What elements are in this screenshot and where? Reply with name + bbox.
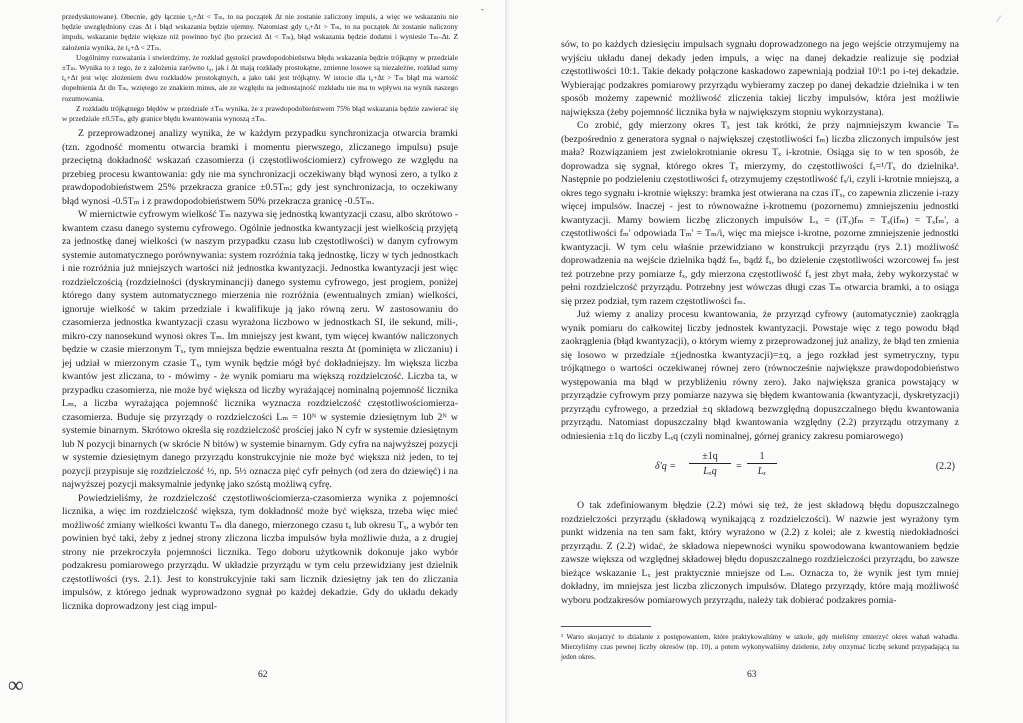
right-body-paragraph-2: Co zrobić, gdy mierzony okres Tₓ jest tak krótki, że przy najmniejszym kwancie Tₘ (bezpośrednio z generatora sygnał o największej częstotliwości fₘ) liczba zliczonych impulsów jest mała? Rozwiązaniem jest zwielokrotnianie okresu Tₓ i-krotnie. Osiąga się to w ten sposób, że doprowadza się sygnał, którego okres Tₓ mierzymy, do częstotliwości fₓ=¹/Tₓ do dzielnika¹. Następnie po podzieleniu częstotliwości fₓ otrzymujemy częstotliwość fₓ/i, czyli i-krotnie mniejszą, a okres tego sygnału i-krotnie większy: bramka jest otwierana na czas iTₓ, co zapewnia zliczenie i-razy więcej impulsów. Inaczej - jest to równoważne i-krotnemu (pozornemu) zmniejszeniu jednostki kwantyzacji. Mamy bowiem liczbę zliczonych impulsów Lₓ = (iTₓ)fₘ = Tₓ(ifₘ) = Tₓfₘ', a częstotliwości fₘ' odpowiada Tₘ' = Tₘ/i, więc ma miejsce i-krotne, pozorne zmniejszenie jednostki kwantyzacji. W tym celu właśnie przewidziano w konstrukcji przyrządu (rys 2.1) możliwość doprowadzenia na wejście dzielnika bądź fₘ, bądź fₓ, bo dzielenie częstotliwości wzorcowej fₘ jest też potrzebne przy pomiarze fₓ, gdy mierzona częstotliwość fₓ jest zbyt mała, żeby wykorzystać w pełni rozdzielczość przyrządu. Potrzebny jest wówczas długi czas Tₘ otwarcia bramki, a to osiąga się przez podział, tym razem częstotliwości fₘ.	[561, 120, 959, 307]
right-body-paragraph-3: Już wiemy z analizy procesu kwantowania, że przyrząd cyfrowy (automatycznie) zaokrągla wynik pomiaru do całkowitej liczby jednostek kwantyzacji. Powstaje więc z tego powodu błąd zaokrąglenia (błąd kwantyzacji), o którym wiemy z przeprowadzonej już analizy, że błąd ten zmienia się losowo w przedziale ±(jednostka kwantyzacji)=±q, a jego rozkład jest symetryczny, typu trójkątnego o wartości oczekiwanej równej zero (równocześnie największe prawdopodobieństwo występowania ma błąd w przybliżeniu równy zero). Jako największa granica powstający w przyrządzie cyfrowym przy pomiarze nazywa się błędem kwantowania (kwantyzacji, dyskretyzacji) przyrządu cyfrowego, a przedział ±q składową bezwzględną dopuszczalnego błędu kwantowania przyrządu. Natomiast dopuszczalny błąd kwantowania względny (2.2) przyrządu otrzymany z odniesienia ±1q do liczby Lₓq (czyli nominalnej, górnej granicy zakresu pomiarowego)	[561, 309, 959, 442]
top-dash-mark: -	[481, 4, 484, 14]
right-body-section-a	[561, 38, 959, 443]
left-small-paragraph-1: przedyskutowane). Obecnie, gdy łącznie t₀+Δt < Tₘ, to na początek Δt nie zostanie zaliczony impuls, a więc we wskazaniu nie będzie uwzględniony czas Δt i błąd wskazania będzie ujemny. Natomiast gdy t₀+Δt > Tₘ, to na początek Δt zostanie naliczony impuls, wskazanie będzie większe niż powinno być (bo przecież Δt < Tₘ), błąd wskazania będzie dodatni i wyniesie Tₘ–Δt. Z założenia wynika, że t₀+Δ < 2Tₘ.	[62, 12, 458, 52]
equation-right-fraction	[747, 451, 777, 477]
right-body-paragraph-1: sów, to po każdych dziesięciu impulsach sygnału doprowadzonego na jego wejście otrzymujemy na wyjściu układu danej dekady jeden impuls, a więc na danej dekadzie realizuje się podział częstotliwości 10:1. Takie dekady połączone kaskadowo zapewniają podział 10ᴵ:1 po i-tej dekadzie. Wybierając podzakres pomiarowy przyrządu wybieramy zaczep po danej dekadzie dzielnika i w ten sposób możemy zapewnić możliwość zliczenia takiej liczby impulsów, która jest możliwie największa (żeby pojemność licznika była w największym stopniu wykorzystana).	[561, 39, 959, 118]
left-small-print-section	[62, 12, 458, 124]
left-small-paragraph-3: Z rozkładu trójkątnego błędów w przedziale ±Tₘ wynika, że z prawdopodobieństwem 75% błąd wskazania będzie zawierać się w przedziale ±0.5Tₘ, gdy granice błędu kwantowania wynoszą ±Tₘ.	[62, 103, 458, 124]
equation-middle-fraction	[689, 451, 731, 477]
corner-mark: ⁄	[998, 14, 1000, 24]
left-page-number: 62	[258, 670, 268, 680]
right-text-column	[561, 38, 959, 607]
equation-number: (2.2)	[935, 461, 955, 472]
equation-lhs: δ'q =	[655, 461, 677, 472]
equation-right-numerator: 1	[747, 451, 777, 464]
left-text-column	[62, 12, 458, 613]
left-body-section	[62, 127, 458, 613]
left-body-paragraph-3: Powiedzieliśmy, że rozdzielczość częstotliwościomierza-czasomierza wynika z pojemności licznika, a więc im rozdzielczość większa, tym dokładność może być większa, trzeba więc mieć możliwość zmiany wielkości kwantu Tₘ dla danego, mierzonego czasu tₓ lub okresu Tₓ, a wybór ten powinien być taki, żeby z jednej strony zliczona liczba impulsów była możliwie duża, a z drugiej strony nie przekroczyła pojemności licznika. Tego doboru użytkownik dokonuje jako wybór podzakresu pomiarowego przyrządu. W układzie przyrządu w tym celu przewidziany jest dzielnik częstotliwości (rys. 2.1). Jest to konstrukcyjnie taki sam licznik dziesiętny jak ten do zliczania impulsów, z którego jednak wyprowadzono sygnał po każdej dekadzie. Gdy do układu dekady licznika doprowadzony jest ciąg impul-	[62, 492, 458, 612]
right-page-number: 63	[747, 670, 757, 680]
left-body-paragraph-1: Z przeprowadzonej analizy wynika, że w każdym przypadku synchronizacja otwarcia bramki (tzn. zgodność momentu otwarcia bramki i momentu pierwszego, zliczanego impulsu) psuje przeciętną dokładność wskazań czasomierza (i częstotliwościomierz) cyfrowego ze względu na przebieg procesu kwantowania: gdy nie ma synchronizacji oczekiwany błąd wynosi zero, a tylko z prawdopodobieństwem 25% przekracza granice ±0.5Tₘ; gdy jest synchronizacja, to oczekiwany błąd wynosi -0.5Tₘ i z prawdopodobieństwem 50% przekracza granicę -0.5Tₘ.	[62, 128, 458, 207]
footnote-separator	[561, 626, 651, 627]
equation-middle-numerator: ±1q	[689, 451, 731, 464]
equation-2-2	[561, 447, 959, 493]
left-page	[0, 0, 507, 723]
right-page	[509, 0, 1023, 723]
right-body-paragraph-4: O tak zdefiniowanym błędzie (2.2) mówi się też, że jest składową błędu dopuszczalnego rozdzielczości przyrządu (składową wynikającą z rozdzielczości). W nazwie jest wyrażony tym punkt widzenia na ten sam fakt, który wyrażono w (2.2) z kolei; ale z kwestią niedokładności przyrządu. Z (2.2) widać, że składowa niepewności wyniku spowodowana kwantowaniem będzie zawsze większa od względnej składowej błędu dopuszczalnego rozdzielczości przyrządu, bo zawsze bieżące wskazanie Lₓ jest praktycznie mniejsze od Lₘ. Oznacza to, że wynik jest tym mniej dokładny, im mniejsza jest liczba zliczonych impulsów. Dlatego przyrządy, które mają możliwość wyboru podzakresów pomiarowych przyrządu, należy tak dobierać podzakres pomia-	[561, 500, 959, 606]
left-body-paragraph-2: W miernictwie cyfrowym wielkość Tₘ nazywa się jednostką kwantyzacji czasu, albo skrótowo - kwantem czasu danego systemu cyfrowego. Ogólnie jednostka kwantyzacji jest wielkością przyjętą za jednostkę danej wielkości (w naszym przypadku czasu lub częstotliwości) w danym cyfrowym systemie automatycznego porównywania: system rozróżnia taką jednostkę, liczy w tych jednostkach i nie rozróżnia już mniejszych wartości niż jednostka kwantyzacji. Jednostka kwantyzacji jest więc rozdzielczością (rozdzielności (dyskryminancji) danego systemu cyfrowego, jest progiem, poniżej którego dany system automatycznego mierzenia nie rozróżnia (ewentualnych zmian) wielkości, ignoruje wielkość w takim przedziale i kwalifikuje ją jako równą zeru. W zastosowaniu do czasomierza jednostka kwantyzacji czasu wyrażona liczbowo w jednostkach SI, ile sekund, mili-, mikro-czy nanosekund wynosi okres Tₘ. Im mniejszy jest kwant, tym więcej kwantów naliczonych będzie w czasie mierzonym Tₓ, tym mniejsza będzie ewentualna reszta Δt (pominięta w zliczaniu) i jej udział w mierzonym czasie Tₓ, tym wynik będzie mógł być dokładniejszy. Im większa liczba kwantów jest zliczana, to - mówimy - że wynik pomiaru ma większą rozdzielczość. Liczba ta, w przypadku czasomierza, nie może być większa od liczby wyrażającej nominalną pojemność licznika Lₘ, a liczba wyrażająca pojemność licznika wyznacza rozdzielczość częstotliwościomierza-czasomierza. Buduje się przyrządy o rozdzielczości Lₘ = 10ᴺ w systemie dziesiętnym lub 2ᴺ w systemie binarnym. Skrótowo określa się rozdzielczość prościej jako N cyfr w systemie dziesiętnym lub N pozycji binarnych (w skrócie N bitów) w systemie binarnym. Gdy cyfra na najwyższej pozycji w systemie dziesiętnym danego przyrządu konstrukcyjnie nie może być większa niż jeden, to tej pozycji przypisuje się rozdzielczość ½, np. 5½ oznacza pięć cyfr pełnych (od zera do dziewięć) i na najwyższej pozycji maksymalnie jedynkę jako szóstą możliwą cyfrę.	[62, 209, 458, 491]
footnote: ¹ Warto skojarzyć to działanie z postępowaniem, które praktykowaliśmy w szkole, gdy mieliśmy zmierzyć okres wahań wahadła. Mierzyliśmy czas pewnej liczby okresów (np. 10), a potem wykonywaliśmy dzielenie, żeby otrzymać liczbę sekund przypadającą na jeden okres.	[561, 633, 959, 661]
equation-equals-sign: =	[736, 461, 742, 472]
left-small-paragraph-2: Uogólnimy rozważania i stwierdzimy, że rozkład gęstości prawdopodobieństwa błędu wskazania będzie trójkątny w przedziale ±Tₘ. Wynika to z tego, że z założenia zarówno t₀, jak i Δt mają rozkłady prostokątne, zmienne losowe są niezależne, rozkład sumy t₀+Δt jest więc złożeniem dwu rozkładów prostokątnych, a jako taki jest trójkątny. W istocie dla t₀+Δt > Tₘ błąd ma wartość dopełnienia Δt do Tₘ, wziętego ze znakiem minus, ale ze względu na jednostajność rozkładu nie ma to wpływu na wynik naszego rozumowania.	[62, 52, 458, 103]
infinity-margin-mark: ∞	[8, 672, 24, 697]
equation-middle-denominator: Lₓq	[703, 466, 717, 477]
right-body-section-b	[561, 499, 959, 607]
equation-right-denominator: Lₓ	[757, 466, 767, 477]
